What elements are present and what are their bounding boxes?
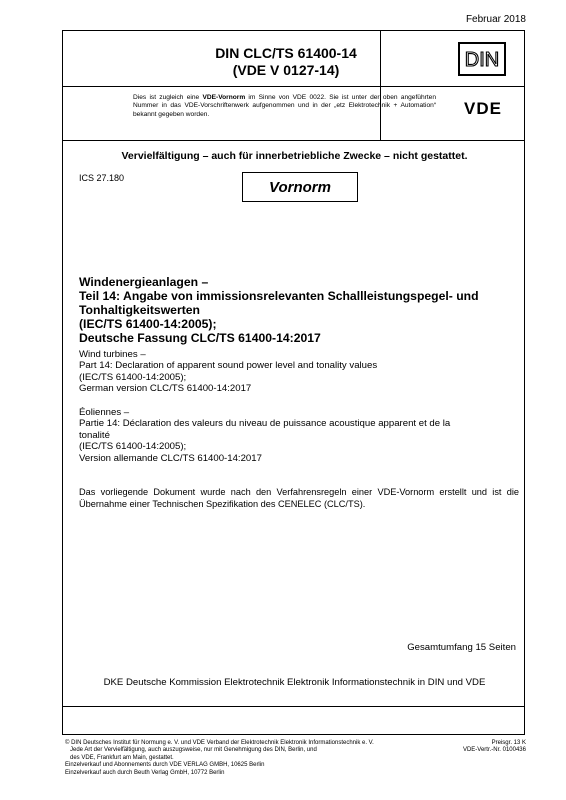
copyright-line: Einzelverkauf und Abonnements durch VDE VERLAG GMBH, 10625 Berlin	[65, 762, 265, 769]
committee-name: DKE Deutsche Kommission Elektrotechnik Elektronik Informationstechnik in DIN und VDE	[103, 677, 486, 688]
din-logo-icon	[461, 49, 503, 69]
title-english-line: Wind turbines –	[79, 349, 146, 360]
title-german-line: (IEC/TS 61400-14:2005);	[79, 317, 217, 331]
copyright-line: Einzelverkauf auch durch Beuth Verlag GmbH, 10772 Berlin	[65, 769, 225, 776]
title-french-line: Partie 14: Déclaration des valeurs du niveau de puissance acoustique apparent et de la	[79, 418, 451, 430]
title-german-line: Deutsche Fassung CLC/TS 61400-14:2017	[79, 331, 321, 345]
document-number-din: DIN CLC/TS 61400-14	[215, 45, 357, 61]
vde-order-number: VDE-Vertr.-Nr. 0100436	[462, 747, 526, 754]
header-divider	[63, 86, 524, 87]
title-english-line: German version CLC/TS 61400-14:2017	[79, 383, 252, 395]
title-german-line: Windenergieanlagen –	[79, 275, 209, 289]
title-german	[79, 275, 519, 345]
title-french-line: Éoliennes –	[79, 407, 130, 418]
reproduction-notice: Vervielfältigung – auch für innerbetriebliche Zwecke – nicht gestattet.	[121, 150, 468, 162]
note-suffix: im Sinne von VDE 0022. Sie ist unter der oben angeführten Nummer in das VDE-Vorschriftenwerk aufgenommen und in der „etz Elektrotechnik + Automation“ bekannt gegeben worden.	[133, 94, 436, 118]
title-english-line: Part 14: Declaration of apparent sound power level and tonality values	[79, 360, 378, 372]
title-french-line: (IEC/TS 61400-14:2005);	[79, 441, 187, 453]
note-prefix: Dies ist zugleich eine	[133, 94, 203, 101]
price-group: Preisgr. 13 K	[491, 740, 526, 746]
cover-frame	[62, 30, 525, 735]
copyright-line: Jede Art der Vervielfältigung, auch auszugsweise, nur mit Genehmigung des DIN, Berlin, und	[70, 747, 317, 754]
document-number-vde: (VDE V 0127-14)	[232, 62, 340, 78]
ics-code: ICS 27.180	[79, 173, 125, 183]
din-logo-text: DIN	[464, 49, 500, 69]
title-english-line: (IEC/TS 61400-14:2005);	[79, 371, 187, 383]
din-logo	[458, 42, 506, 76]
title-french-line: tonalité	[79, 429, 110, 441]
copyright-line: © DIN Deutsches Institut für Normung e. V. und VDE Verband der Elektrotechnik Elektronik Informationstechnik e. V.	[65, 740, 374, 746]
title-french	[79, 407, 519, 464]
footer-divider	[63, 706, 524, 707]
title-german-line: Teil 14: Angabe von immissionsrelevanten Schallleistungspegel- und	[79, 289, 479, 303]
vde-logo: VDE	[464, 99, 502, 118]
copyright-notice	[65, 740, 415, 777]
price-info	[463, 740, 526, 755]
title-german-line: Tonhaltigkeitswerten	[79, 303, 200, 317]
total-pages: Gesamtumfang 15 Seiten	[407, 642, 516, 653]
title-english	[79, 349, 519, 395]
note-bold: VDE-Vornorm	[202, 94, 246, 101]
publication-date: Februar 2018	[465, 14, 526, 25]
note-divider	[63, 140, 524, 141]
copyright-line: des VDE, Frankfurt am Main, gestattet.	[70, 754, 174, 761]
procedure-statement: Das vorliegende Dokument wurde nach den Verfahrensregeln einer VDE-Vornorm erstellt und ist die Übernahme einer Technischen Spezifikation des CENELEC (CLC/TS).	[79, 487, 519, 509]
document-number	[131, 45, 441, 79]
vde-adoption-note	[133, 94, 436, 119]
title-french-line: Version allemande CLC/TS 61400-14:2017	[79, 452, 262, 464]
document-type-badge: Vornorm	[242, 172, 358, 202]
